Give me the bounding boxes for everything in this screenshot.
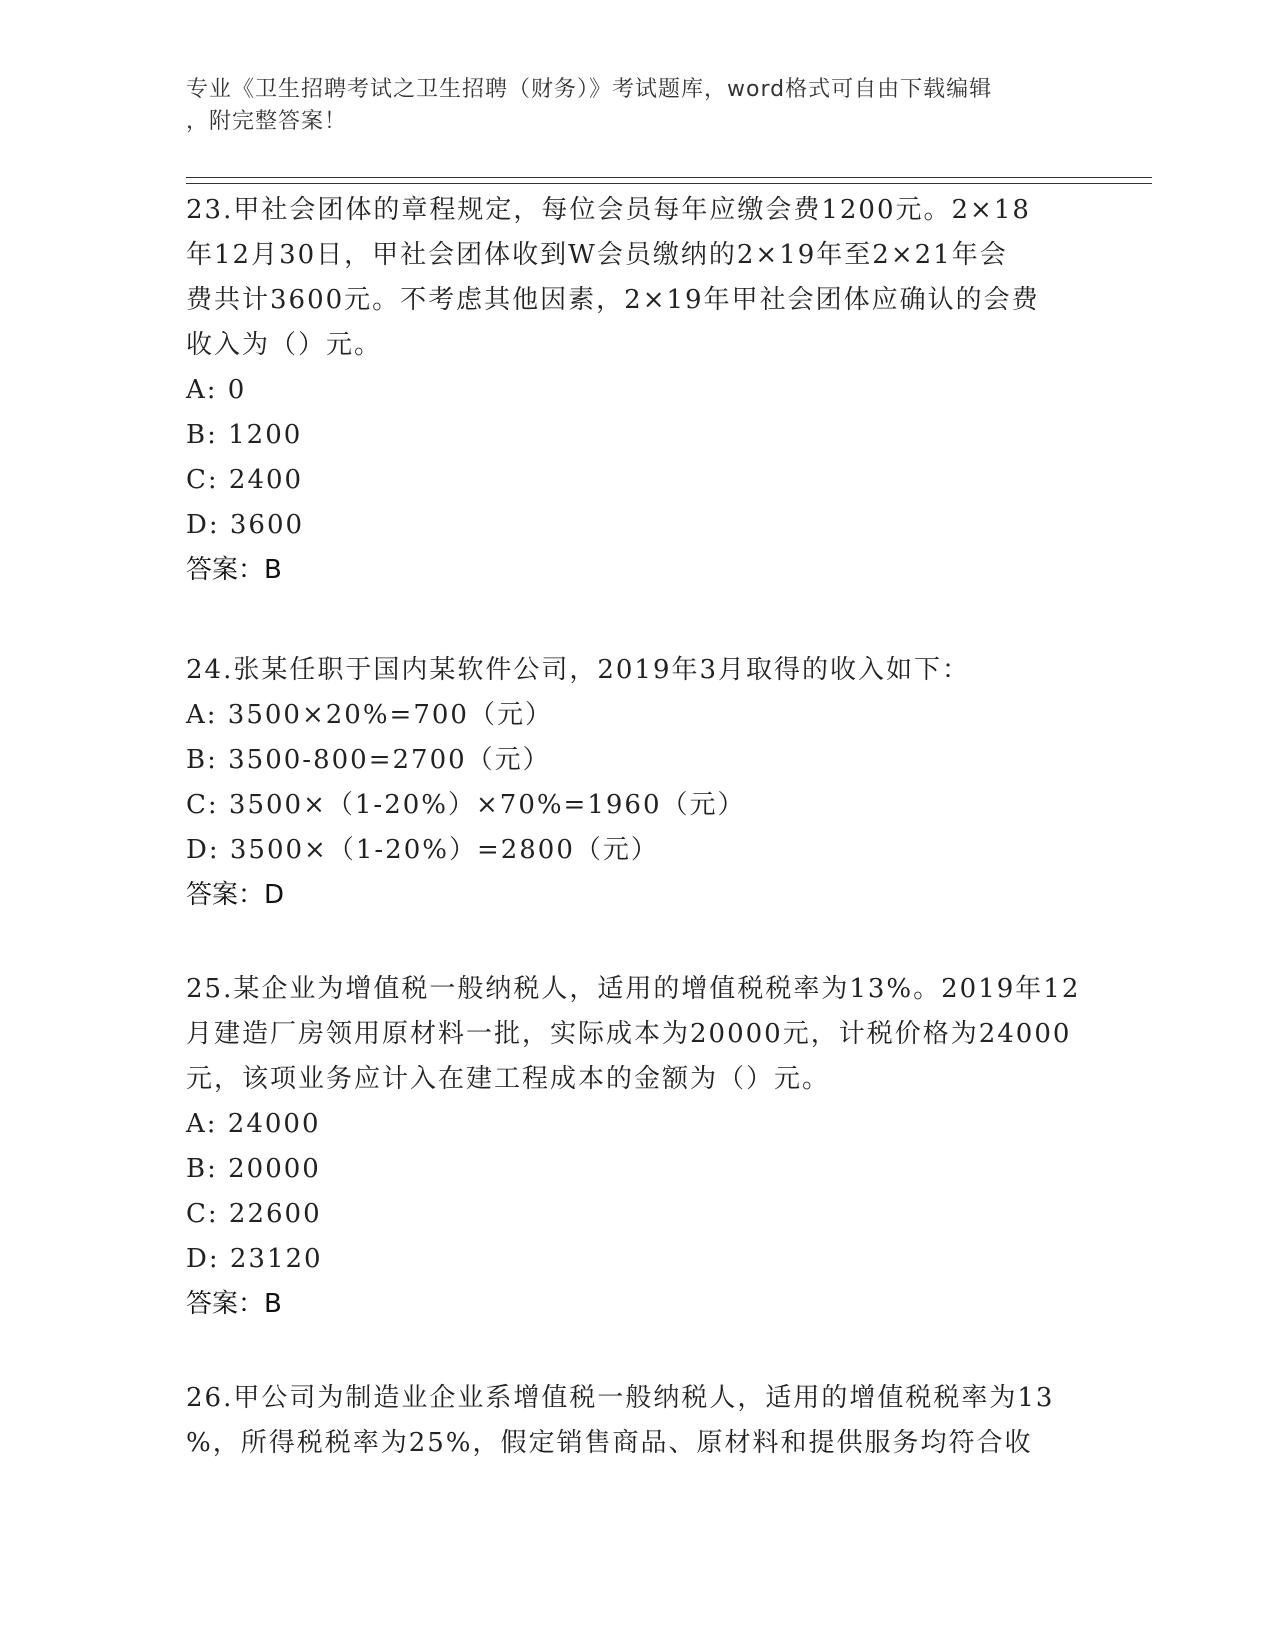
document-header [186,74,1066,138]
header-line-2: ，附完整答案！ [186,109,348,134]
stem-line: 25.某企业为增值税一般纳税人，适用的增值税税率为13%。2019年12 [186,974,1081,1004]
stem-line: 费共计3600元。不考虑其他因素，2×19年甲社会团体应确认的会费 [186,285,1040,315]
option-d: D: 3500×（1-20%）=2800（元） [186,835,659,865]
answer: 答案：B [186,1289,282,1319]
option-c: C: 3500×（1-20%）×70%=1960（元） [186,790,746,820]
question-25 [186,967,1086,1327]
stem-line: 收入为（）元。 [186,330,383,360]
stem-line: 元，该项业务应计入在建工程成本的金额为（）元。 [186,1064,831,1094]
option-b: B: 1200 [186,420,303,450]
question-stem [186,188,1086,368]
question-stem [186,648,1086,693]
question-stem [186,967,1086,1102]
answer: 答案：D [186,880,285,910]
stem-line: 26.甲公司为制造业企业系增值税一般纳税人，适用的增值税税率为13 [186,1383,1055,1413]
stem-line: 24.张某任职于国内某软件公司，2019年3月取得的收入如下： [186,655,971,685]
stem-line: 年12月30日，甲社会团体收到W会员缴纳的2×19年至2×21年会 [186,240,1008,270]
header-divider-top [186,177,1152,178]
option-c: C: 22600 [186,1199,322,1229]
stem-line: 23.甲社会团体的章程规定，每位会员每年应缴会费1200元。2×18 [186,195,1031,225]
header-line-1: 专业《卫生招聘考试之卫生招聘（财务）》考试题库，word格式可自由下载编辑 [186,77,993,102]
option-d: D: 23120 [186,1244,323,1274]
option-a: A: 3500×20%=700（元） [186,700,553,730]
option-d: D: 3600 [186,510,305,540]
header-divider-bottom [186,183,1152,184]
answer: 答案：B [186,555,282,585]
question-stem [186,1376,1086,1466]
option-b: B: 3500-800=2700（元） [186,745,551,775]
stem-line: 月建造厂房领用原材料一批，实际成本为20000元，计税价格为24000 [186,1019,1072,1049]
question-23 [186,188,1086,593]
option-b: B: 20000 [186,1154,321,1184]
option-a: A: 0 [186,375,247,405]
question-24 [186,648,1086,918]
option-c: C: 2400 [186,465,304,495]
stem-line: %，所得税税率为25%，假定销售商品、原材料和提供服务均符合收 [186,1428,1033,1458]
option-a: A: 24000 [186,1109,321,1139]
question-26 [186,1376,1086,1466]
